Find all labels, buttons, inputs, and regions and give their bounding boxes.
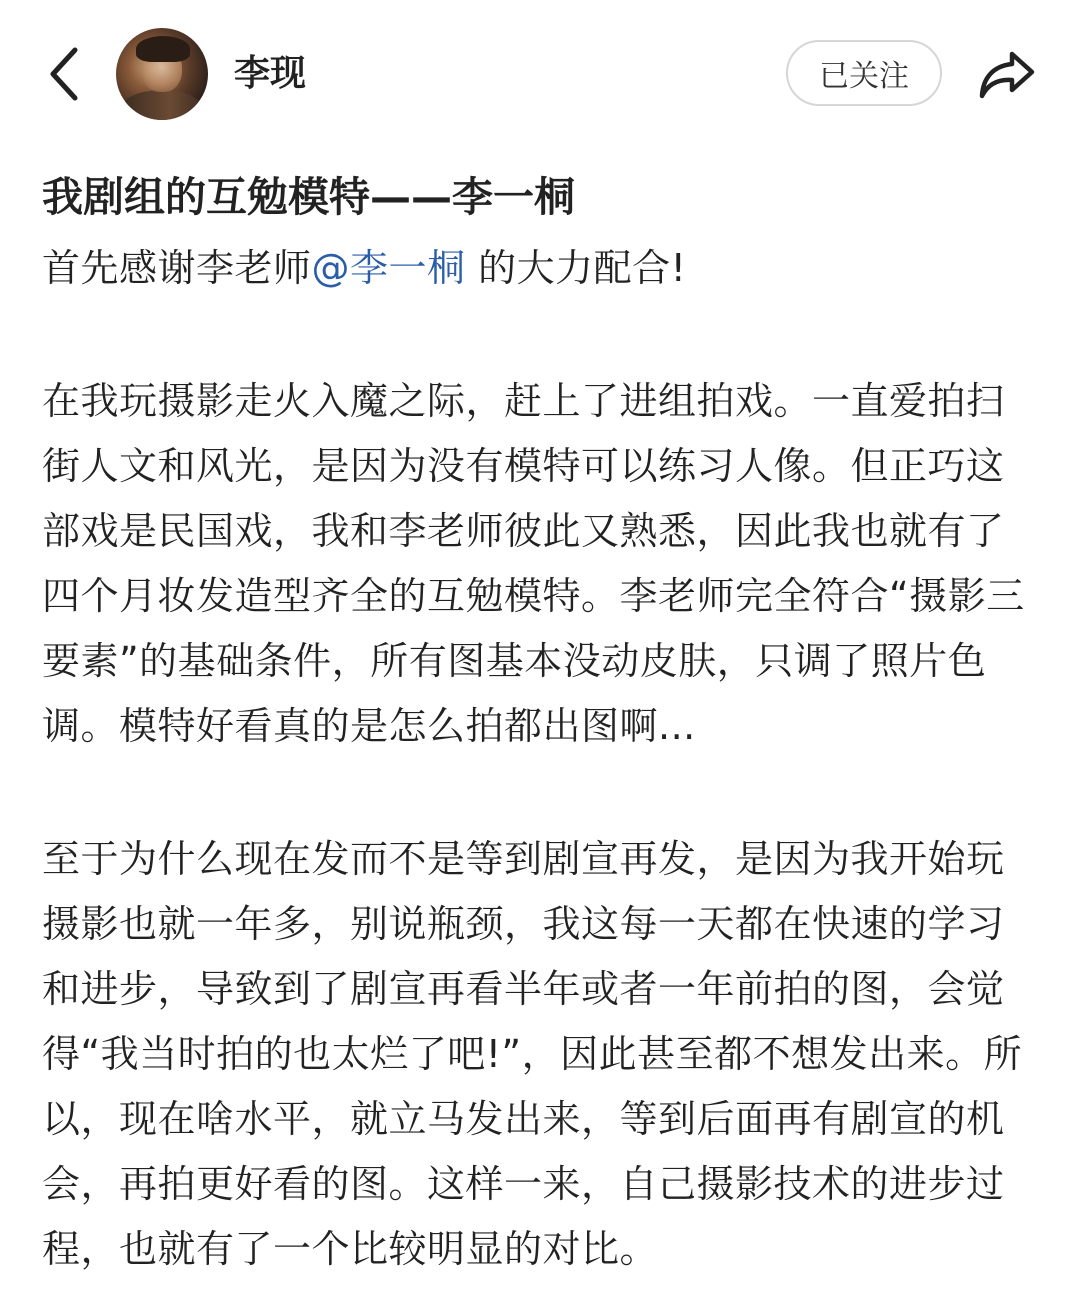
share-arrow-icon bbox=[978, 48, 1036, 100]
top-bar bbox=[0, 0, 1080, 150]
share-button[interactable] bbox=[976, 44, 1038, 104]
mention-link[interactable]: @李一桐 bbox=[311, 246, 466, 290]
user-name[interactable]: 李现 bbox=[234, 53, 307, 94]
avatar[interactable] bbox=[116, 28, 208, 120]
post-title: 我剧组的互勉模特——李一桐 bbox=[42, 173, 575, 221]
post-paragraph-1: 在我玩摄影走火入魔之际，赶上了进组拍戏。一直爱拍扫街人文和风光，是因为没有模特可以练习人像。但正巧这部戏是民国戏，我和李老师彼此又熟悉，因此我也就有了四个月妆发造型齐全的互勉模特。李老师完全符合“摄影三要素”的基础条件，所有图基本没动皮肤，只调了照片色调。模特好看真的是怎么拍都出图啊... bbox=[42, 379, 1025, 748]
follow-button[interactable]: 已关注 bbox=[786, 40, 942, 106]
post-intro bbox=[42, 236, 1042, 301]
intro-prefix: 首先感谢李老师 bbox=[42, 246, 312, 290]
chevron-left-icon bbox=[47, 46, 81, 102]
intro-suffix: 的大力配合! bbox=[465, 246, 687, 290]
back-button[interactable] bbox=[40, 42, 88, 106]
post-paragraph-2: 至于为什么现在发而不是等到剧宣再发，是因为我开始玩摄影也就一年多，别说瓶颈，我这每一天都在快速的学习和进步，导致到了剧宣再看半年或者一年前拍的图，会觉得“我当时拍的也太烂了吧!”，因此甚至都不想发出来。所以，现在啥水平，就立马发出来，等到后面再有剧宣的机会，再拍更好看的图。这样一来，自己摄影技术的进步过程，也就有了一个比较明显的对比。 bbox=[42, 837, 1023, 1271]
post-content bbox=[42, 160, 1042, 1282]
